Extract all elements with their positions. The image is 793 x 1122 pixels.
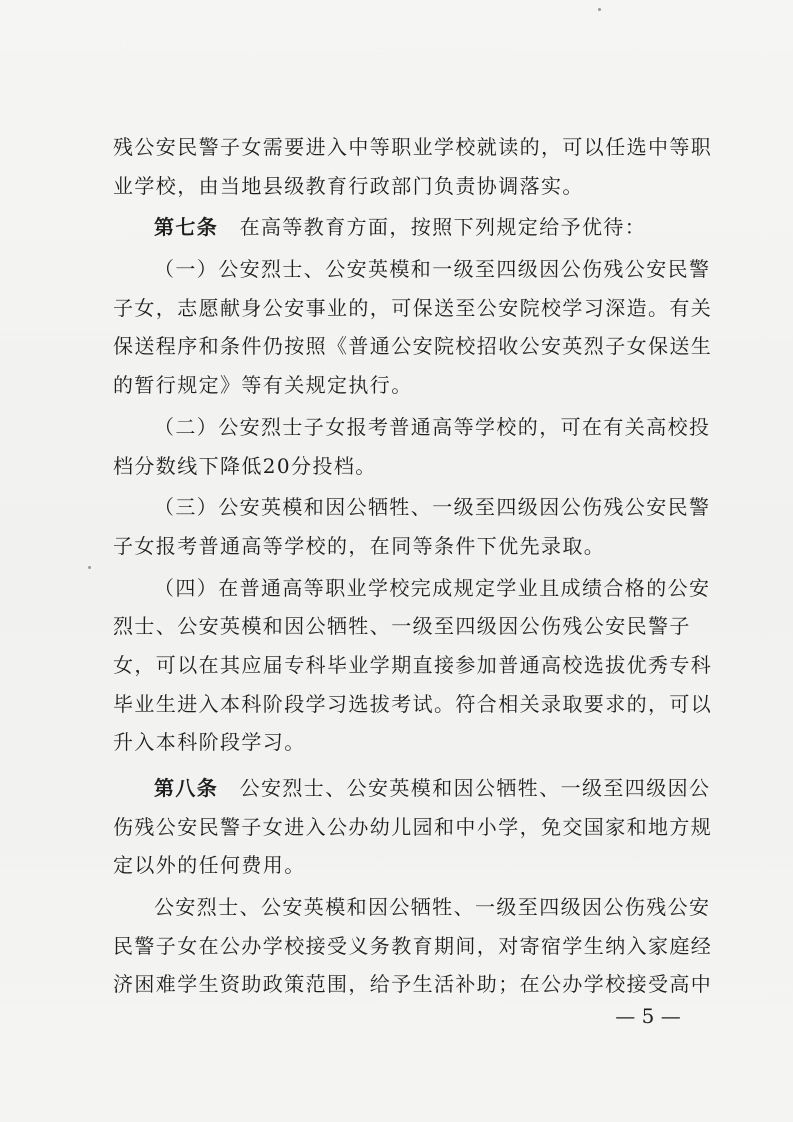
text-line: （四）在普通高等职业学校完成规定学业且成绩合格的公安 bbox=[154, 575, 711, 600]
text-line: 烈士、公安英模和因公牺牲、一级至四级因公伤残公安民警子 bbox=[113, 614, 691, 639]
text-line: 公安烈士、公安英模和因公牺牲、一级至四级因公 bbox=[239, 776, 711, 800]
text-line: （二）公安烈士子女报考普通高等学校的，可在有关高校投 bbox=[154, 414, 711, 439]
text-line: 子女，志愿献身公安事业的，可保送至公安院校学习深造。有关 bbox=[113, 295, 713, 320]
text-line: 业学校，由当地县级教育行政部门负责协调落实。 bbox=[113, 173, 584, 198]
text-line: 公安烈士、公安英模和因公牺牲、一级至四级因公伤残公安 bbox=[154, 895, 711, 920]
text-line: 伤残公安民警子女进入公办幼儿园和中小学，免交国家和地方规 bbox=[113, 814, 713, 839]
text-line: 毕业生进入本科阶段学习选拔考试。符合相关录取要求的，可以 bbox=[113, 691, 713, 716]
text-line: 女，可以在其应届专科毕业学期直接参加普通高校选拔优秀专科 bbox=[113, 652, 713, 677]
text-line: （一）公安烈士、公安英模和一级至四级因公伤残公安民警 bbox=[154, 257, 711, 282]
text-line: 残公安民警子女需要进入中等职业学校就读的，可以任选中等职 bbox=[113, 135, 713, 159]
scan-speck bbox=[88, 566, 91, 569]
text-line: 的暂行规定》等有关规定执行。 bbox=[113, 373, 413, 398]
text-line: 民警子女在公办学校接受义务教育期间，对寄宿学生纳入家庭经 bbox=[113, 933, 713, 958]
article-7-heading bbox=[113, 208, 693, 247]
scan-speck bbox=[598, 8, 601, 11]
body-text bbox=[113, 128, 713, 1004]
text-line: 在高等教育方面，按照下列规定给予优待： bbox=[239, 215, 647, 240]
text-line: 保送程序和条件仍按照《普通公安院校招收公安英烈子女保送生 bbox=[113, 334, 713, 359]
text-line: 子女报考普通高等学校的，在同等条件下优先录取。 bbox=[113, 533, 606, 558]
article-8-heading bbox=[113, 769, 711, 808]
page-number: — 5 — bbox=[615, 1004, 681, 1028]
text-line: 济困难学生资助政策范围，给予生活补助；在公办学校接受高中 bbox=[113, 972, 713, 997]
article-label: 第八条 bbox=[154, 776, 219, 800]
text-line: 档分数线下降低20分投档。 bbox=[113, 453, 377, 478]
article-label: 第七条 bbox=[154, 215, 219, 240]
text-line: 升入本科阶段学习。 bbox=[113, 730, 306, 755]
text-line: 定以外的任何费用。 bbox=[113, 853, 306, 878]
text-line: （三）公安英模和因公牺牲、一级至四级因公伤残公安民警 bbox=[154, 495, 711, 520]
